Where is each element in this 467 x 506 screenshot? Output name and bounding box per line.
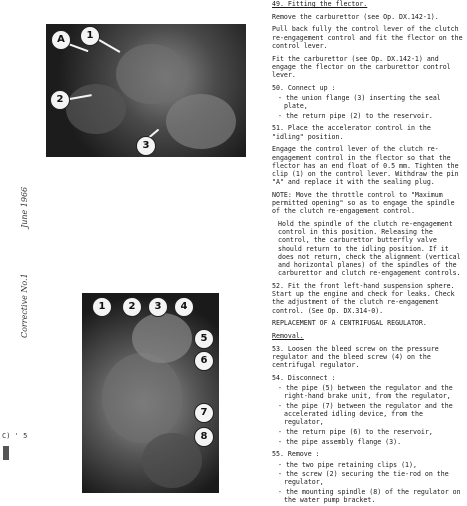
note-p2: Hold the spindle of the clutch re-engagement control in this position. Releasing the control, the carburettor butterfly valve should return to the idling position. If it does not return, check the alignment (vertical and horizontal planes) of the spindles of the carburettor and clutch re-engagement controls.: [278, 219, 461, 278]
section-51-title: 51. Place the accelerator control in the "idling" position.: [272, 124, 431, 141]
section-55-bullet-3: - the mounting spindle (8) of the regulator on the water pump bracket.: [278, 488, 461, 505]
section-54-title: 54. Disconnect :: [272, 373, 336, 382]
callout-2: 2: [50, 90, 70, 110]
margin-block: [3, 446, 9, 460]
callout-b1: 1: [92, 297, 112, 317]
removal-heading: Removal.: [272, 331, 304, 340]
section-52: 52. Fit the front left-hand suspension sphere. Start up the engine and check for leaks. Check the adjustment of the clutch re-engagement control. (See Op. DX.314-0).: [272, 281, 455, 315]
section-55-bullet-2: - the screw (2) securing the tie-rod on the regulator,: [278, 470, 449, 487]
callout-a: A: [51, 30, 71, 50]
callout-b6: 6: [194, 351, 214, 371]
section-54-bullet-3: - the return pipe (6) to the reservoir,: [278, 427, 433, 436]
callout-b3: 3: [148, 297, 168, 317]
section-55-bullet-1: - the two pipe retaining clips (1),: [278, 460, 417, 469]
engine-photo-bottom: [82, 293, 219, 493]
engine-photo-top: [46, 24, 246, 157]
section-51-p1: Engage the control lever of the clutch re-engagement control in the flector so that the flector has an end float of 0.5 mm. Tighten the clip (1) on the control lever. Withdraw the pin "A" and replace it with the sealing plug.: [272, 145, 459, 187]
section-50-title: 50. Connect up :: [272, 83, 336, 92]
callout-b4: 4: [174, 297, 194, 317]
section-54-bullet-2: - the pipe (7) between the regulator and the accelerated idling device, from the regulator,: [278, 401, 453, 427]
section-49-p3: Fit the carburettor (see Op. DX.142-1) and engage the flector on the carburettor control lever.: [272, 54, 451, 79]
callout-b2: 2: [122, 297, 142, 317]
instruction-text: [272, 0, 464, 506]
section-54-bullet-4: - the pipe assembly flange (3).: [278, 437, 402, 446]
callout-b7: 7: [194, 403, 214, 423]
replacement-title: REPLACEMENT OF A CENTRIFUGAL REGULATOR.: [272, 319, 427, 328]
callout-b8: 8: [194, 427, 214, 447]
callout-1: 1: [80, 26, 100, 46]
callout-b5: 5: [194, 329, 214, 349]
margin-date: June 1966: [20, 186, 29, 228]
section-55-title: 55. Remove :: [272, 450, 320, 459]
section-50-bullet-2: - the return pipe (2) to the reservoir.: [278, 111, 433, 120]
margin-corrective: Corrective No.1: [20, 273, 29, 338]
section-49-title: 49. Fitting the flector.: [272, 0, 368, 8]
section-53: 53. Loosen the bleed screw on the pressure regulator and the bleed screw (4) on the centrifugal regulator.: [272, 344, 439, 370]
section-54-bullet-1: - the pipe (5) between the regulator and the right-hand brake unit, from the regulator,: [278, 383, 453, 401]
callout-3: 3: [136, 136, 156, 156]
section-49-p1: Remove the carburettor (see Op. DX.142-1).: [272, 12, 439, 21]
section-49-p2: Pull back fully the control lever of the clutch re-engagement control and fit the flector on the control lever.: [272, 25, 463, 50]
section-50-bullet-1: - the union flange (3) inserting the seal plate,: [278, 93, 441, 111]
margin-code: C) ' 5: [2, 432, 28, 440]
note-p1: NOTE: Move the throttle control to "Maximum permitted opening" so as to engage the spindle of the clutch re-engagement control.: [272, 190, 455, 216]
